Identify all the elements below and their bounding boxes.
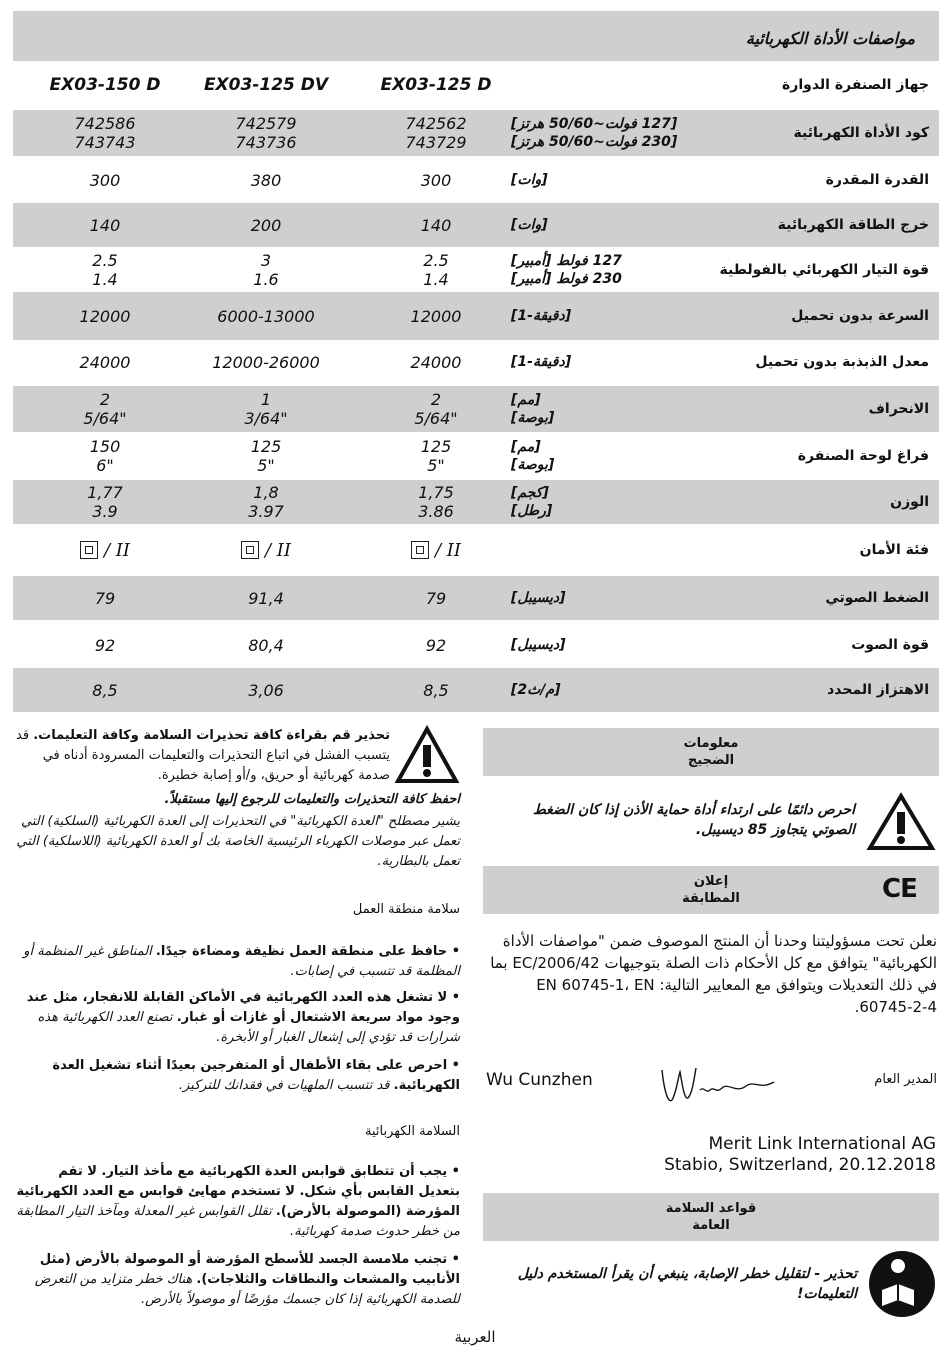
value-cell: [5, 248, 205, 292]
table-header-row: [13, 63, 939, 107]
table-row: [13, 480, 939, 524]
unit-line: [230 فولت~50/60 هرتز]: [511, 134, 678, 150]
row-unit: [511, 668, 711, 712]
table-row: [13, 203, 939, 247]
declaration-heading-line2: المطابقة: [682, 891, 740, 906]
unit-line: [بوصة]: [511, 410, 555, 426]
value-line: 79: [94, 588, 116, 608]
unit-line: [وات]: [511, 217, 548, 233]
noise-info-text: احرص دائمًا على ارتداء أداة حماية الأذن إذا كان الضغط الصوتي يتجاوز 85 ديسيبل.: [532, 802, 855, 838]
table-row: [13, 157, 939, 203]
value-line: 2.5: [423, 251, 449, 270]
bullet-bold: • حافظ على منطقة العمل نظيفة ومضاءة جيدًا.: [155, 944, 460, 959]
value-line: 1: [260, 390, 272, 409]
signature-name: Wu Cunzhen: [486, 1070, 593, 1090]
row-label: القدرة المقدرة: [825, 172, 929, 188]
table-row: [13, 110, 939, 156]
row-unit: [511, 248, 711, 292]
value-cell: [5, 526, 205, 574]
unit-line: [مم]: [511, 439, 541, 455]
warning-text: [14, 726, 390, 786]
value-line: 2: [99, 390, 111, 409]
model-name: EX03-125 D: [380, 74, 492, 95]
unit-line: [وات]: [511, 172, 548, 188]
value-line: 200: [250, 215, 282, 235]
value-line: 300: [89, 170, 121, 190]
value-line: 125: [420, 437, 452, 456]
value-line: 24000: [79, 352, 131, 372]
noise-heading-line2: الضجيج: [687, 753, 735, 768]
page-title: مواصفات الأداة الكهربائية: [745, 29, 915, 48]
bullet-text: هناك خطر متزايد من التعرض للصدمة الكهربائية إذا كان جسمك مؤرضًا أو موصولاً بالأرض.: [34, 1272, 460, 1307]
title-bar: [13, 11, 939, 61]
unit-line: [مم]: [511, 392, 541, 408]
unit-line: 230 فولط [أمبير]: [511, 271, 622, 287]
value-line: 1,77: [87, 483, 123, 502]
unit-line: 127 فولط [أمبير]: [511, 253, 622, 269]
bullet-bold: • يجب أن تتطابق قوابس العدة الكهربائية مع مأخذ التيار. لا تقم بتعديل القابس بأي شكل. لا تستخدم مهايئ قوابس مع العدد الكهربائية المؤرضة (الموصولة بالأرض).: [16, 1164, 460, 1219]
value-line: 1,75: [418, 483, 454, 502]
model-name: EX03-125 DV: [203, 74, 329, 95]
value-line: 3/64": [244, 409, 288, 428]
value-line: 3,06: [248, 680, 284, 700]
double-insulation-icon: [80, 541, 98, 559]
value-line: 1.4: [92, 270, 118, 289]
value-line: 12000: [410, 306, 462, 326]
safety-heading-line2: العامة: [692, 1218, 730, 1233]
row-label: قوة التيار الكهربائي بالفولطية: [719, 262, 929, 278]
value-line: 743743: [74, 133, 136, 152]
value-line: 8,5: [423, 680, 449, 700]
table-row: [13, 622, 939, 668]
value-line: 743736: [235, 133, 297, 152]
value-line: 3.97: [248, 502, 284, 521]
bullet-text: تقلل القوابس غير المعدلة ومآخذ التيار المطابقة من خطر حدوث صدمة كهربائية.: [16, 1204, 460, 1239]
row-label: الاهتزاز المحدد: [827, 682, 929, 698]
read-manual-icon: [868, 1250, 936, 1318]
safety-rules-text: تحذير - لتقليل خطر الإصابة، ينبغي أن يقرأ المستخدم دليل التعليمات!: [517, 1266, 857, 1302]
value-cell: [5, 110, 205, 156]
row-label: فئة الأمان: [859, 542, 929, 558]
value-line: 380: [250, 170, 282, 190]
unit-line: [ديسيبل]: [511, 590, 566, 606]
row-label: معدل الذبذبة بدون تحميل: [755, 354, 929, 370]
value-line: 1,8: [253, 483, 279, 502]
value-line: 2.5: [92, 251, 118, 270]
value-cell: [5, 622, 205, 668]
value-line: 92: [94, 635, 116, 655]
warning-body: قد يتسبب الفشل في اتباع التحذيرات والتعليمات المسرودة أدناه في صدمة كهربائية أو حريق، و/أو إصابة خطيرة.: [16, 728, 390, 783]
value-line: 742586: [74, 114, 136, 133]
value-line: 79: [425, 588, 447, 608]
bullet-item: [14, 1162, 460, 1242]
bullet-bold: • تجنب ملامسة الجسد للأسطح المؤرضة أو الموصولة بالأرض (مثل الأنابيب والمشعات والنطاقات والثلاجات).: [39, 1252, 460, 1287]
noise-info-heading: [483, 728, 939, 776]
row-unit: [511, 480, 711, 524]
warning-bold: تحذير قم بقراءة كافة تحذيرات السلامة وكافة التعليمات.: [33, 728, 390, 743]
value-cell: [5, 340, 205, 384]
value-line: 140: [420, 215, 452, 235]
value-cell: [5, 386, 205, 432]
row-label: الضغط الصوتي: [825, 590, 929, 606]
row-unit: [511, 386, 711, 432]
row-label: الوزن: [890, 494, 929, 510]
declaration-heading: [483, 866, 939, 914]
bullet-bold: • احرص على بقاء الأطفال أو المتفرجين بعيدًا أثناء تشغيل العدة الكهربائية.: [52, 1058, 460, 1093]
value-line: 91,4: [248, 588, 284, 608]
table-row: [13, 248, 939, 292]
bullet-item: [14, 942, 460, 982]
signature-role: المدير العام: [874, 1072, 937, 1087]
safety-class-text: / II: [434, 539, 461, 561]
value-line: 80,4: [248, 635, 284, 655]
unit-line: [دقيقة-1]: [511, 308, 572, 324]
safety-heading-line1: قواعد السلامة: [665, 1201, 757, 1216]
bullet-text: تصنع العدد الكهربائية هذه شرارات قد تؤدي إلى إشعال الغبار أو الأبخرة.: [37, 1010, 460, 1045]
row-label: كود الأداة الكهربائية: [793, 125, 929, 141]
value-line: 300: [420, 170, 452, 190]
unit-line: [ديسيبل]: [511, 637, 566, 653]
electrical-heading: السلامة الكهربائية: [365, 1124, 460, 1139]
safety-class-text: / II: [264, 539, 291, 561]
value-cell: [5, 668, 205, 712]
value-cell: [5, 203, 205, 247]
unit-line: [كجم]: [511, 485, 549, 501]
unit-line: [بوصة]: [511, 457, 555, 473]
value-cell: [5, 292, 205, 340]
value-line: 5/64": [414, 409, 458, 428]
term-definition: يشير مصطلح "العدة الكهربائية" في التحذيرات إلى العدة الكهربائية (السلكية) التي تعمل عبر موصلات الكهرباء الرئيسية الخاصة بك أو العدة الكهربائية (اللاسلكية) التي تعمل بالبطارية.: [16, 814, 460, 869]
table-row: [13, 526, 939, 574]
value-cell: [5, 433, 205, 479]
value-line: 3: [260, 251, 272, 270]
table-row: [13, 340, 939, 384]
value-line: 1.4: [423, 270, 449, 289]
bullet-item: [14, 988, 460, 1048]
declaration-text: نعلن تحت مسؤوليتنا وحدنا أن المنتج الموصوف ضمن "مواصفات الأداة الكهربائية" يتوافق مع كل الأحكام ذات الصلة بتوجيهات 2006/42/EC بما في ذلك التعديلات ويتوافق مع المعايير التالية: EN 60745-1، EN 60745-2-4.: [490, 932, 937, 1016]
language-footer: العربية: [454, 1328, 496, 1346]
safety-class-text: / II: [103, 539, 130, 561]
unit-line: [رطل]: [511, 503, 553, 519]
model-name: EX03-150 D: [49, 74, 161, 95]
value-line: 5": [257, 456, 275, 475]
value-line: 12000-26000: [212, 352, 320, 372]
value-line: 5/64": [83, 409, 127, 428]
value-line: 3.9: [92, 502, 118, 521]
value-line: 742562: [405, 114, 467, 133]
value-line: 140: [89, 215, 121, 235]
bullet-text: قد تتسبب الملهيات في فقدانك للتركيز.: [178, 1078, 394, 1093]
value-line: 2: [430, 390, 442, 409]
bullet-bold: • لا تشغل هذه العدد الكهربائية في الأماكن القابلة للانفجار، مثل عند وجود مواد سريعة الاشتعال أو غازات أو غبار.: [26, 990, 460, 1025]
row-label: فراغ لوحة الصنفرة: [797, 448, 929, 464]
declaration-heading-line1: إعلان: [693, 874, 729, 889]
row-label: الانحراف: [868, 401, 929, 417]
value-line: 150: [89, 437, 121, 456]
unit-line: [م/ث2]: [511, 682, 561, 698]
value-line: 742579: [235, 114, 297, 133]
row-unit: [511, 157, 711, 203]
value-line: 8,5: [92, 680, 118, 700]
signature-image: [656, 1060, 781, 1110]
table-row: [13, 576, 939, 620]
noise-heading-line1: معلومات: [683, 736, 739, 751]
value-line: 24000: [410, 352, 462, 372]
save-instructions: احفظ كافة التحذيرات والتعليمات للرجوع إليها مستقبلاً.: [164, 792, 460, 807]
row-label: قوة الصوت: [851, 637, 929, 653]
work-area-heading: سلامة منطقة العمل: [352, 902, 460, 917]
table-row: [13, 433, 939, 479]
warning-triangle-icon: [866, 792, 936, 852]
row-label: السرعة بدون تحميل: [791, 308, 929, 324]
company-name: Merit Link International AG: [708, 1134, 936, 1154]
value-cell: [5, 576, 205, 620]
value-line: 6": [96, 456, 114, 475]
warning-triangle-icon: [394, 725, 460, 785]
value-line: 743729: [405, 133, 467, 152]
table-row: [13, 386, 939, 432]
value-line: 92: [425, 635, 447, 655]
row-label: خرج الطاقة الكهربائية: [777, 217, 929, 233]
double-insulation-icon: [241, 541, 259, 559]
table-row: [13, 292, 939, 340]
row-unit: [511, 340, 711, 384]
bullet-item: [14, 1250, 460, 1310]
value-line: 3.86: [418, 502, 454, 521]
ce-mark-icon: CE: [882, 874, 917, 904]
value-line: 1.6: [253, 270, 279, 289]
table-row: [13, 668, 939, 712]
row-unit: [511, 433, 711, 479]
row-unit: [511, 576, 711, 620]
safety-rules-heading: [483, 1193, 939, 1241]
row-unit: [511, 110, 711, 156]
value-line: 5": [427, 456, 445, 475]
row-label: جهاز الصنفرة الدوارة: [782, 77, 929, 93]
row-unit: [511, 622, 711, 668]
bullet-item: [14, 1056, 460, 1096]
unit-line: [127 فولت~50/60 هرتز]: [511, 116, 678, 132]
value-line: 125: [250, 437, 282, 456]
value-cell: [5, 480, 205, 524]
value-line: 12000: [79, 306, 131, 326]
value-line: 6000-13000: [217, 306, 315, 326]
row-unit: [511, 203, 711, 247]
row-unit: [511, 292, 711, 340]
unit-line: [دقيقة-1]: [511, 354, 572, 370]
value-cell: [5, 157, 205, 203]
double-insulation-icon: [411, 541, 429, 559]
bullet-text: المناطق غير المنظمة أو المظلمة قد تتسبب في إصابات.: [23, 944, 460, 979]
place-date: Stabio, Switzerland, 20.12.2018: [664, 1155, 936, 1175]
